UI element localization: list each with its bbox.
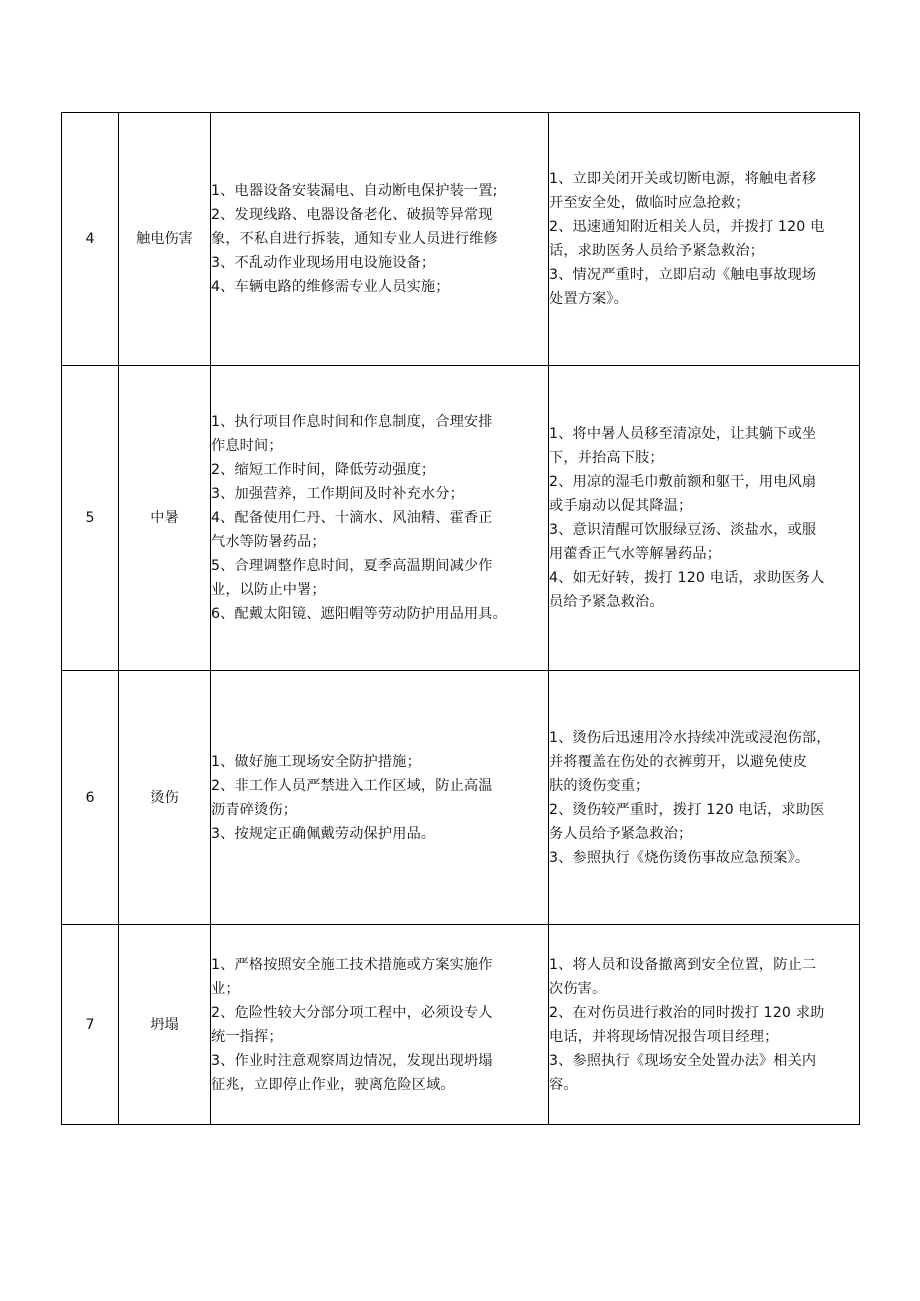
measure-line: 1、执行项目作息时间和作息制度，合理安排 (211, 414, 493, 430)
prevention-measures (211, 113, 549, 366)
response-line: 或手扇动以促其降温； (549, 498, 693, 514)
measure-line: 6、配戴太阳镜、遮阳帽等劳动防护用品用具。 (211, 606, 507, 622)
emergency-response (549, 366, 860, 671)
measure-line: 征兆，立即停止作业，驶离危险区域。 (211, 1076, 455, 1093)
measure-line: 2、非工作人员严禁进入工作区域，防止高温 (211, 777, 493, 794)
response-line: 3、参照执行《现场安全处置办法》相关内 (549, 1052, 817, 1069)
measure-line: 4、配备使用仁丹、十滴水、风油精、霍香正 (211, 510, 493, 526)
hazard-name: 触电伤害 (119, 113, 211, 366)
response-line: 3、参照执行《烧伤烫伤事故应急预案》。 (549, 849, 810, 866)
table-row (62, 671, 860, 925)
response-line: 次伤害。 (549, 980, 607, 997)
response-line: 下，并抬高下肢； (549, 450, 664, 466)
emergency-response (549, 925, 860, 1125)
measure-line: 气水等防暑药品； (211, 534, 326, 550)
hazard-name: 烫伤 (119, 671, 211, 925)
measure-line: 4、车辆电路的维修需专业人员实施； (211, 279, 450, 295)
response-line: 并将覆盖在伤处的衣裤剪开，以避免使皮 (549, 753, 808, 770)
response-line: 1、立即关闭开关或切断电源，将触电者移 (549, 171, 817, 187)
row-number: 6 (62, 671, 119, 925)
prevention-measures (211, 366, 549, 671)
response-line: 开至安全处，做临时应急抢救； (549, 195, 750, 211)
response-line: 话，求助医务人员给予紧急救治； (549, 243, 765, 259)
response-line: 务人员给予紧急救治； (549, 825, 693, 842)
response-line: 2、用凉的湿毛巾敷前额和躯干，用电风扇 (549, 474, 817, 490)
prevention-measures (211, 671, 549, 925)
response-line: 用藿香正气水等解暑药品； (549, 546, 722, 562)
response-line: 员给予紧急救治。 (549, 594, 664, 610)
response-line: 1、将人员和设备撤离到安全位置，防止二 (549, 956, 817, 973)
measure-line: 统一指挥； (211, 1028, 283, 1045)
measure-line: 2、缩短工作时间，降低劳动强度； (211, 462, 436, 478)
measure-line: 作息时间； (211, 438, 283, 454)
measure-line: 2、发现线路、电器设备老化、破损等异常现 (211, 207, 493, 223)
measure-line: 3、按规定正确佩戴劳动保护用品。 (211, 825, 436, 842)
response-line: 1、将中暑人员移至清凉处，让其躺下或坐 (549, 426, 817, 442)
emergency-response (549, 113, 860, 366)
response-line: 3、意识清醒可饮服绿豆汤、淡盐水，或服 (549, 522, 817, 538)
prevention-measures (211, 925, 549, 1125)
table-row (62, 366, 860, 671)
measure-line: 3、作业时注意观察周边情况，发现出现坍塌 (211, 1052, 493, 1069)
response-line: 处置方案》。 (549, 291, 628, 307)
measure-line: 1、电器设备安装漏电、自动断电保护装一置; (211, 183, 498, 199)
row-number: 5 (62, 366, 119, 671)
measure-line: 1、严格按照安全施工技术措施或方案实施作 (211, 956, 493, 973)
table-row (62, 113, 860, 366)
hazard-name: 坍塌 (119, 925, 211, 1125)
measure-line: 业； (211, 980, 240, 997)
measure-line: 5、合理调整作息时间，夏季高温期间减少作 (211, 558, 493, 574)
response-line: 1、烫伤后迅速用冷水持续冲洗或浸泡伤部， (549, 729, 831, 746)
row-number: 4 (62, 113, 119, 366)
measure-line: 沥青碎烫伤； (211, 801, 298, 818)
measure-line: 3、不乱动作业现场用电设施设备； (211, 255, 436, 271)
measure-line: 业，以防止中署； (211, 582, 326, 598)
measure-line: 2、危险性较大分部分项工程中，必须设专人 (211, 1004, 493, 1021)
response-line: 3、情况严重时，立即启动《触电事故现场 (549, 267, 817, 283)
measure-line: 3、加强营养，工作期间及时补充水分； (211, 486, 464, 502)
table-row (62, 925, 860, 1125)
measure-line: 象，不私自进行拆装，通知专业人员进行维修 (211, 231, 498, 247)
safety-measures-table (61, 112, 860, 1125)
hazard-name: 中暑 (119, 366, 211, 671)
measure-line: 1、做好施工现场安全防护措施； (211, 753, 421, 770)
response-line: 肤的烫伤变重； (549, 777, 650, 794)
response-line: 2、烫伤较严重时，拨打 120 电话，求助医 (549, 801, 825, 818)
response-line: 电话，并将现场情况报告项目经理； (549, 1028, 779, 1045)
response-line: 2、迅速通知附近相关人员，并拨打 120 电 (549, 219, 825, 235)
response-line: 4、如无好转，拨打 120 电话，求助医务人 (549, 570, 825, 586)
row-number: 7 (62, 925, 119, 1125)
response-line: 容。 (549, 1076, 578, 1093)
emergency-response (549, 671, 860, 925)
response-line: 2、在对伤员进行救治的同时拨打 120 求助 (549, 1004, 825, 1021)
